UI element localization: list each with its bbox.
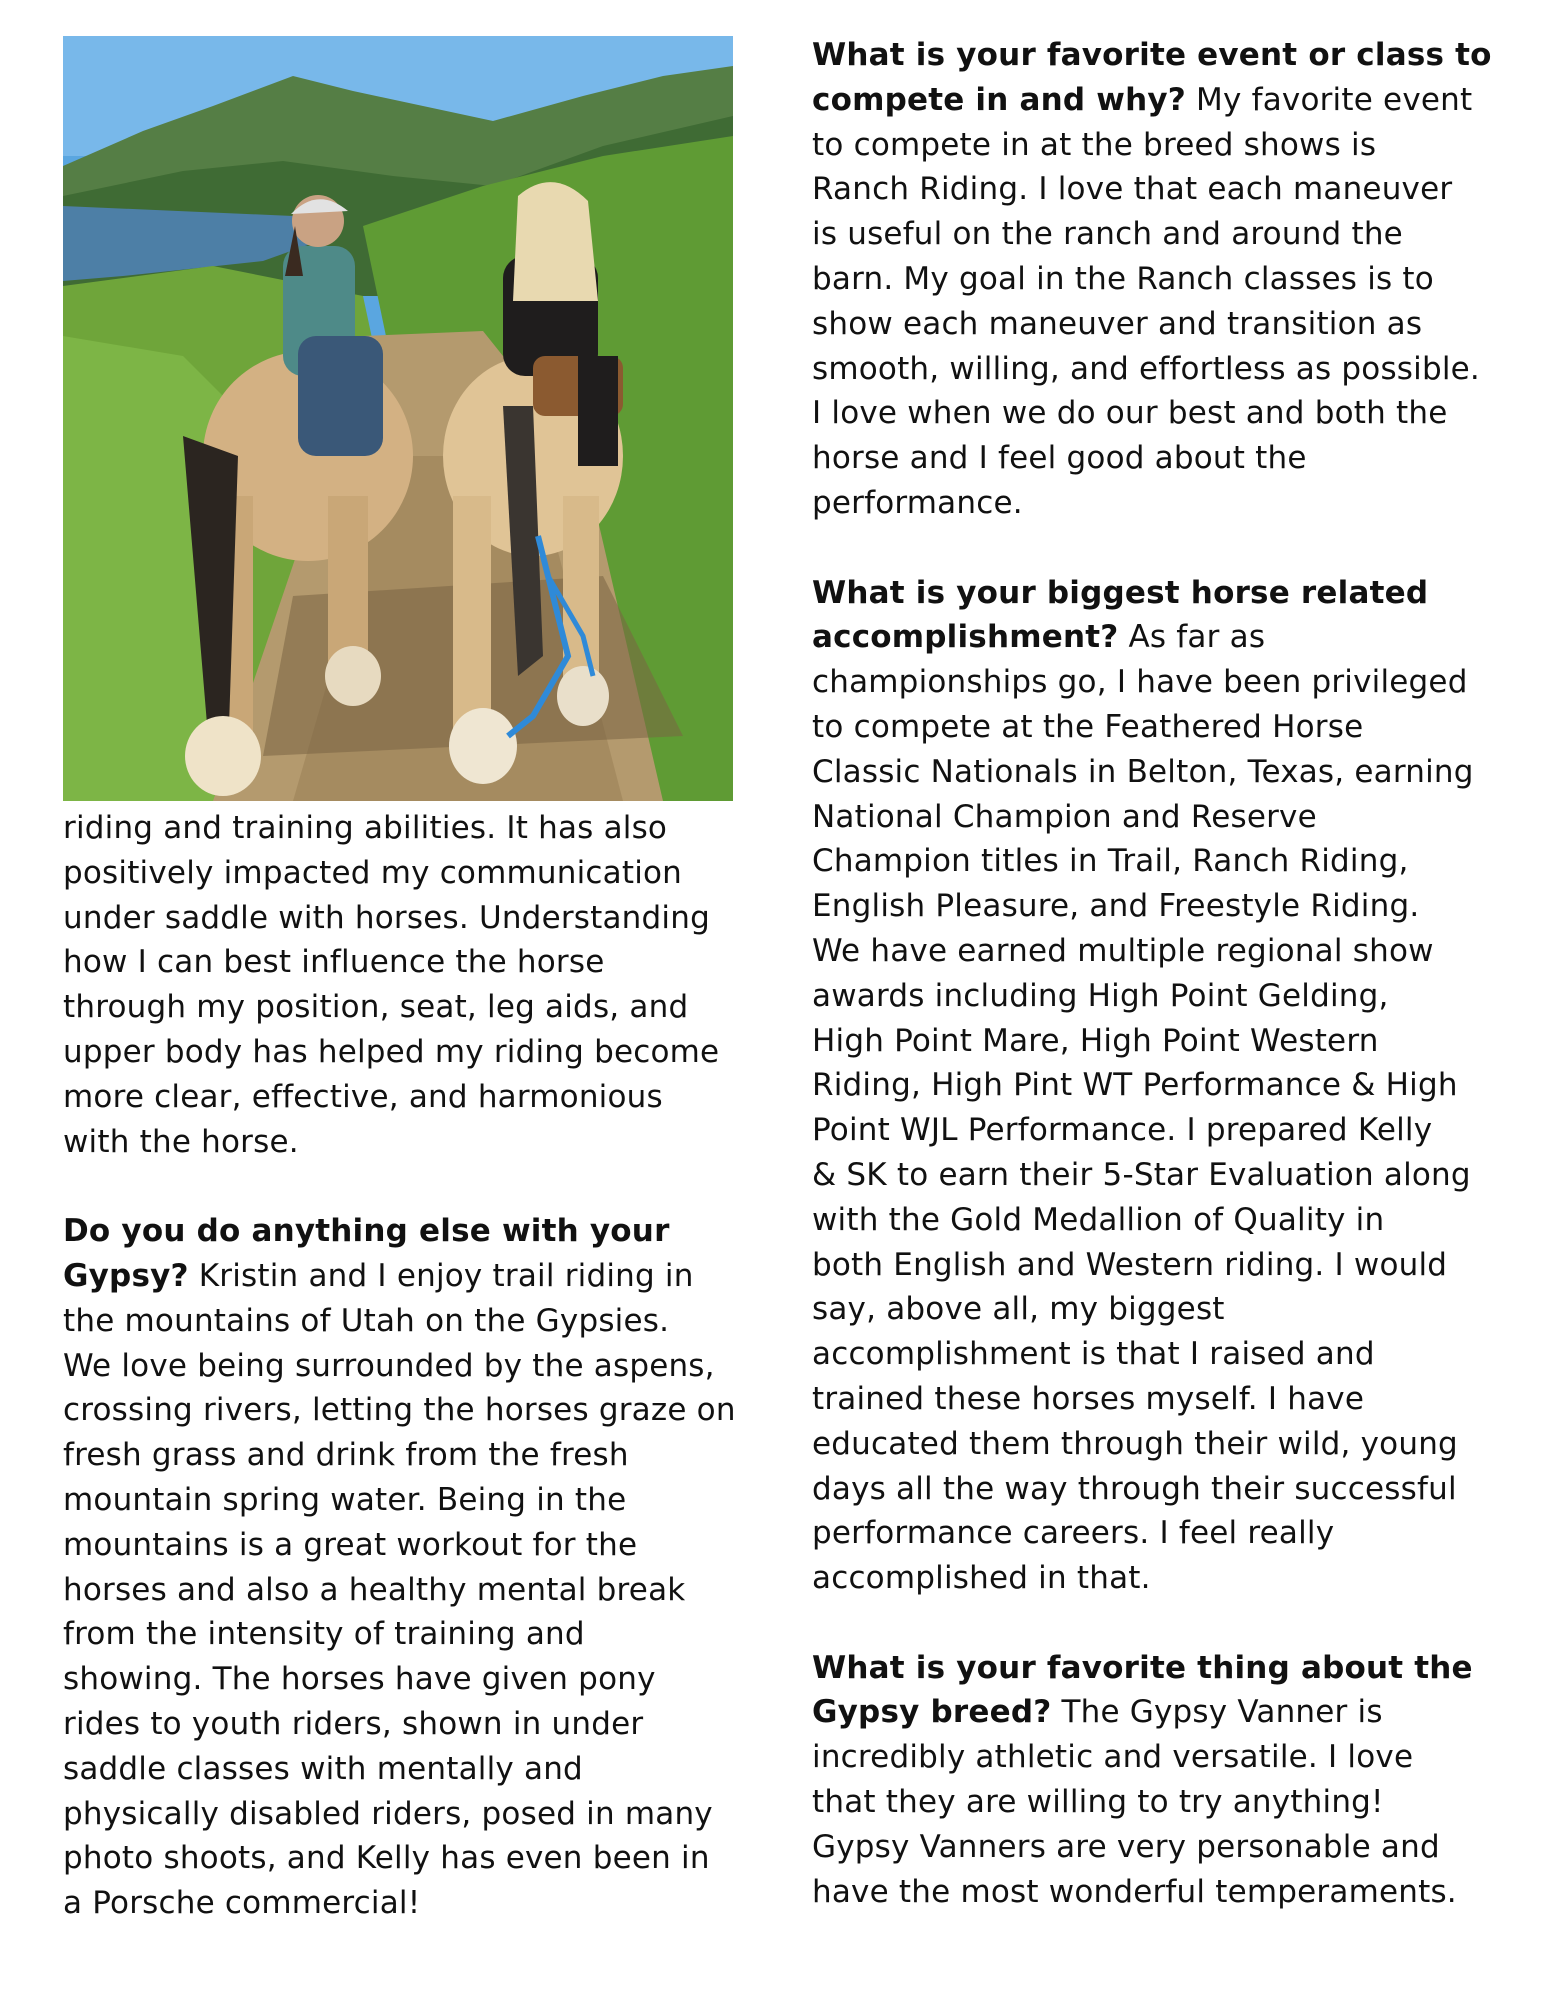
right-column bbox=[812, 33, 1512, 1914]
qa-accomplishment bbox=[812, 571, 1512, 1601]
question-other-activities: Do you do anything else with your Gypsy? bbox=[63, 1213, 670, 1294]
answer-favorite-thing: The Gypsy Vanner is incredibly athletic and versatile. I love that they are willing to try anything! Gypsy Vanners are very personable and have the most wonderful temperaments. bbox=[812, 1694, 1457, 1910]
question-accomplishment: What is your biggest horse related accomplishment? bbox=[812, 574, 1429, 656]
qa-favorite-thing bbox=[812, 1646, 1512, 1915]
answer-favorite-event: My favorite event to compete in at the breed shows is Ranch Riding. I love that each maneuver is useful on the ranch and around the barn. My goal in the Ranch classes is to show each maneuver and transition as smooth, willing, and effortless as possible. I love when we do our best and both the horse and I feel good about the performance. bbox=[812, 81, 1480, 521]
trail-riding-photo bbox=[63, 36, 733, 801]
question-favorite-event: What is your favorite event or class to compete in and why? bbox=[812, 37, 1492, 118]
answer-other-activities: Kristin and I enjoy trail riding in the mountains of Utah on the Gypsies. We love being surrounded by the aspens, crossing rivers, letting the horses graze on fresh grass and drink from the fresh mountain spring water. Being in the mountains is a great workout for the horses and also a healthy mental break from the intensity of training and showing. The horses have given pony rides to youth riders, shown in under saddle classes with mentally and physically disabled riders, posed in many photo shoots, and Kelly has even been in a Porsche commercial! bbox=[63, 1257, 736, 1922]
qa-other-activities bbox=[63, 1209, 763, 1926]
question-favorite-thing: What is your favorite thing about the Gypsy breed? bbox=[812, 1649, 1473, 1731]
left-column bbox=[63, 806, 763, 1926]
answer-accomplishment: As far as championships go, I have been privileged to compete at the Feathered Horse Classic Nationals in Belton, Texas, earning National Champion and Reserve Champion titles in Trail, Ranch Riding, English Pleasure, and Freestyle Riding. We have earned multiple regional show awards including High Point Gelding, High Point Mare, High Point Western Riding, High Pint WT Performance & High Point WJL Performance. I prepared Kelly & SK to earn their 5-Star Evaluation along with the Gold Medallion of Quality in both English and Western riding. I would say, above all, my biggest accomplishment is that I raised and trained these horses myself. I have educated them through their wild, young days all the way through their successful performance careers. I feel really accomplished in that. bbox=[812, 619, 1474, 1597]
intro-continued-text: riding and training abilities. It has also positively impacted my communication under saddle with horses. Understanding how I can best influence the horse through my position, seat, leg aids, and upper body has helped my riding become more clear, effective, and harmonious with the horse. bbox=[63, 810, 720, 1160]
qa-favorite-event bbox=[812, 33, 1512, 526]
